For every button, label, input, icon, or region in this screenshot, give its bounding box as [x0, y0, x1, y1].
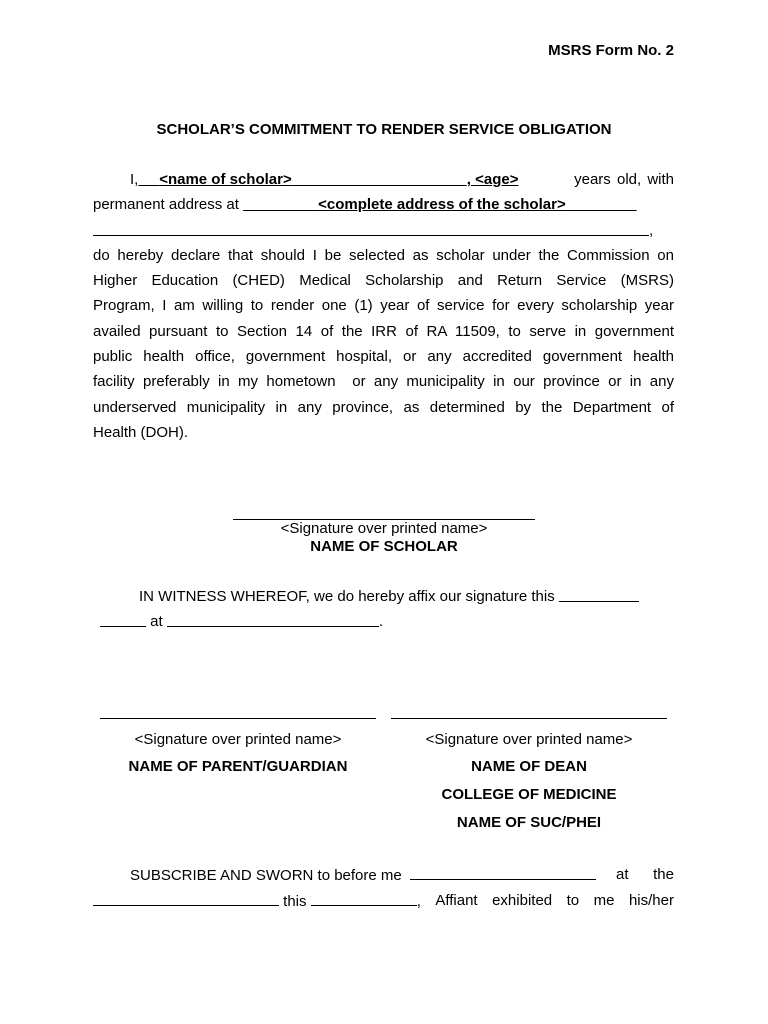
document-title: SCHOLAR’S COMMITMENT TO RENDER SERVICE OBLIGATION	[156, 121, 612, 138]
witness-paragraph	[93, 584, 674, 635]
witness-period: .	[378, 613, 384, 631]
scholar-name-label: NAME OF SCHOLAR	[310, 538, 458, 555]
address-continuation-blank[interactable]	[93, 218, 649, 236]
witness-line-2	[93, 609, 674, 634]
witness-line-1	[93, 584, 674, 609]
i-text: I,	[130, 171, 139, 188]
body-text: availed pursuant to Section 14 of the IRR of RA 11509, to serve in government	[93, 322, 674, 340]
sworn-line-2	[93, 888, 674, 914]
declaration-line-3	[93, 218, 674, 243]
parent-signature-caption: <Signature over printed name>	[134, 731, 342, 748]
declaration-line-1	[93, 167, 674, 192]
sworn-word: Affiant	[435, 892, 478, 910]
parent-signature-line[interactable]	[100, 718, 376, 719]
dean-signature-caption: <Signature over printed name>	[425, 731, 633, 748]
witness-at-text: at	[150, 613, 163, 631]
declaration-body-line	[93, 293, 674, 318]
declaration-body-line	[93, 344, 674, 369]
declaration-body-line	[93, 268, 674, 293]
dean-signature-line[interactable]	[391, 718, 667, 719]
school-name-label: NAME OF SUC/PHEI	[456, 814, 602, 831]
declaration-line-2	[93, 192, 674, 217]
years-old-text: years old, with	[574, 171, 674, 188]
form-number: MSRS Form No. 2	[548, 42, 674, 59]
name-comma: ,	[466, 171, 471, 188]
sworn-word: exhibited	[492, 892, 553, 910]
body-text: Program, I am willing to render one (1) year of service for every scholarship year	[93, 297, 674, 315]
declaration-body-line	[93, 369, 674, 394]
witness-month-blank[interactable]	[100, 609, 146, 627]
permanent-address-text: permanent address at	[93, 196, 239, 214]
sworn-word: to	[566, 892, 580, 910]
body-text: underserved municipality in any province, as determined by the Department of	[93, 398, 674, 416]
scholar-signature-caption: <Signature over printed name>	[280, 520, 488, 537]
declaration-body-line	[93, 395, 674, 420]
sworn-this-text: this	[283, 893, 307, 911]
declaration-body-line	[93, 243, 674, 268]
sworn-comma: ,	[416, 893, 421, 911]
sworn-at-text: at	[616, 866, 629, 883]
declaration-body-line	[93, 420, 674, 445]
sworn-word: me	[593, 892, 615, 910]
body-text: Health (DOH).	[93, 423, 189, 441]
sworn-the-text: the	[653, 866, 674, 883]
body-text: Higher Education (CHED) Medical Scholarship and Return Service (MSRS)	[93, 272, 674, 290]
sworn-date-blank[interactable]	[311, 888, 417, 906]
parent-name-label: NAME OF PARENT/GUARDIAN	[128, 758, 348, 775]
name-of-scholar-field[interactable]: <name of scholar>	[159, 171, 292, 188]
declaration-body-line	[93, 319, 674, 344]
witness-text: IN WITNESS WHEREOF, we do hereby affix our signature this	[139, 588, 555, 605]
sworn-word: his/her	[628, 892, 674, 910]
dean-name-label: NAME OF DEAN	[471, 758, 587, 775]
body-text: facility preferably in my hometown or any municipality in our province or in any	[93, 373, 674, 391]
address-trailing-comma: ,	[649, 221, 654, 239]
body-text: public health office, government hospital, or any accredited government health	[93, 348, 674, 366]
sworn-line-1	[93, 862, 674, 888]
sworn-place-blank[interactable]	[93, 888, 279, 906]
college-name-label: COLLEGE OF MEDICINE	[441, 786, 617, 803]
witness-place-blank[interactable]	[167, 609, 379, 627]
witness-date-blank[interactable]	[559, 584, 639, 602]
sworn-paragraph	[93, 862, 674, 915]
body-text: do hereby declare that should I be selected as scholar under the Commission on	[93, 246, 674, 264]
sworn-text: SUBSCRIBE AND SWORN to before me	[130, 867, 402, 884]
notary-blank[interactable]	[410, 862, 596, 880]
age-field[interactable]: <age>	[475, 171, 519, 188]
declaration-paragraph	[93, 167, 674, 445]
complete-address-field[interactable]: <complete address of the scholar>	[318, 196, 566, 214]
